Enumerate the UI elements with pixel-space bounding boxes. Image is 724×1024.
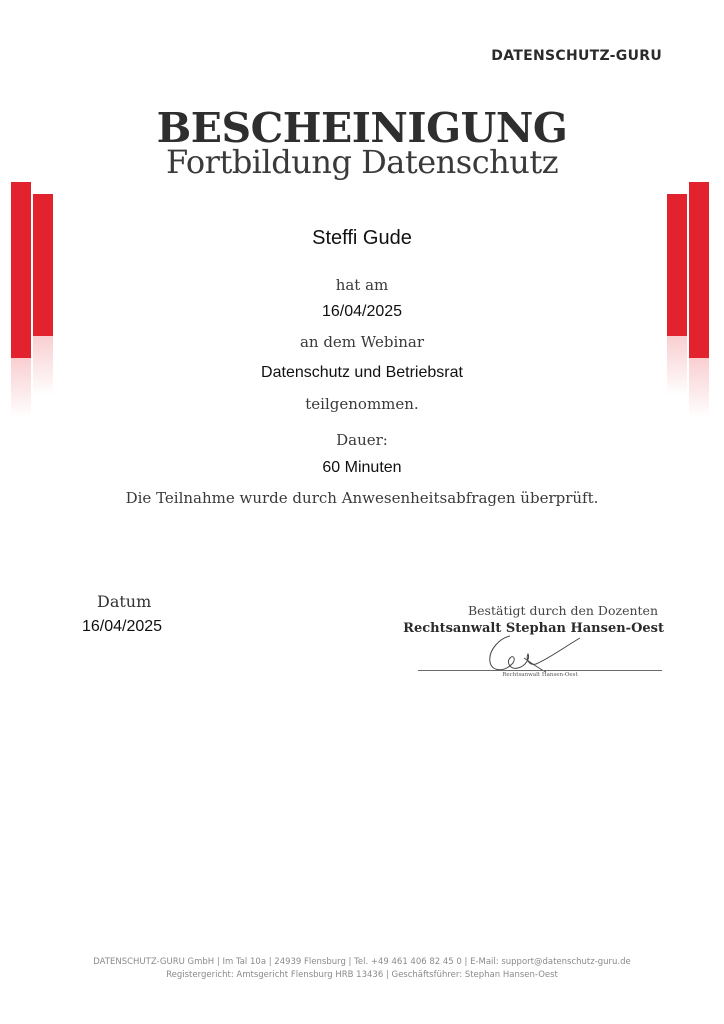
- duration-value: 60 Minuten: [322, 459, 402, 476]
- participant-name: Steffi Gude: [312, 227, 412, 249]
- right-decor-bar-outer: [689, 182, 709, 418]
- webinar-title: Datenschutz und Betriebsrat: [261, 364, 463, 381]
- certificate-title: BESCHEINIGUNG: [156, 104, 568, 152]
- date-value: 16/04/2025: [82, 618, 163, 635]
- certificate-subtitle: Fortbildung Datenschutz: [165, 143, 559, 181]
- verification-note: Die Teilnahme wurde durch Anwesenheitsabfragen überprüft.: [125, 489, 599, 507]
- duration-label: Dauer:: [336, 431, 388, 449]
- text-an-dem-webinar: an dem Webinar: [299, 333, 425, 351]
- footer-register-info: Registergericht: Amtsgericht Flensburg HRB 13436 | Geschäftsführer: Stephan Hansen-Oest: [166, 970, 558, 980]
- confirmation-label: Bestätigt durch den Dozenten: [467, 603, 658, 618]
- date-label: Datum: [97, 592, 152, 611]
- text-hat-am: hat am: [335, 276, 389, 294]
- left-decor-bar-outer: [11, 182, 31, 418]
- signature-caption: Rechtsanwalt Hansen-Oest: [502, 672, 578, 678]
- brand-name: DATENSCHUTZ-GURU: [491, 48, 662, 64]
- signer-name: Rechtsanwalt Stephan Hansen-Oest: [403, 621, 664, 636]
- text-teilgenommen: teilgenommen.: [305, 395, 419, 413]
- footer-company-info: DATENSCHUTZ-GURU GmbH | Im Tal 10a | 24939 Flensburg | Tel. +49 461 406 82 45 0 | E-Mail: support@datenschutz-guru.de: [93, 957, 631, 967]
- participation-date: 16/04/2025: [321, 303, 403, 320]
- signature-line: [418, 670, 662, 671]
